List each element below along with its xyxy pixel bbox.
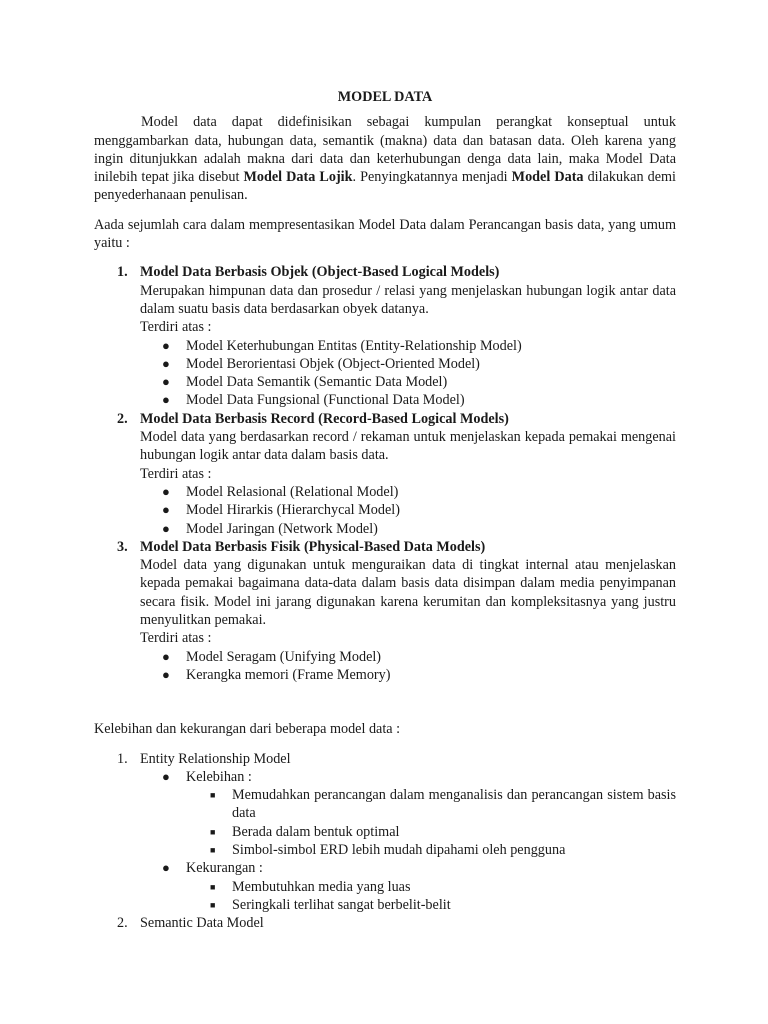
method-paragraph: Aada sejumlah cara dalam mempresentasikan Model Data dalam Perancangan basis data, yang umum yaitu : <box>94 216 676 252</box>
list-item <box>94 648 676 666</box>
bullet-icon: ● <box>162 520 170 536</box>
list-item-text: Simbol-simbol ERD lebih mudah dipahami oleh pengguna <box>232 841 566 858</box>
intro-bold-2: Model Data <box>511 169 584 186</box>
section-number: 1. <box>117 750 128 767</box>
section-record-based <box>94 410 676 538</box>
list-item-text: Seringkali terlihat sangat berbelit-belit <box>232 896 451 913</box>
section-number: 2. <box>117 410 128 427</box>
kekurangan-label: Kekurangan : <box>186 860 263 877</box>
list-item-text: Model Data Fungsional (Functional Data Model) <box>186 392 465 409</box>
intro-bold-1: Model Data Lojik <box>243 169 353 186</box>
list-item <box>94 337 676 355</box>
intro-text-2: . Penyingkatannya menjadi <box>352 169 512 186</box>
terdiri-label: Terdiri atas : <box>140 319 212 336</box>
list-item <box>94 666 676 684</box>
bullet-icon: ● <box>162 355 170 371</box>
list-item-text: Kerangka memori (Frame Memory) <box>186 666 391 683</box>
square-bullet-icon: ■ <box>210 790 216 801</box>
list-item-text: Model Relasional (Relational Model) <box>186 483 399 500</box>
section-description: Merupakan himpunan data dan prosedur / relasi yang menjelaskan hubungan logik antar data dalam suatu basis data berdasarkan obyek datanya. <box>140 282 676 317</box>
bullet-icon: ● <box>162 374 170 390</box>
bullet-icon: ● <box>162 392 170 408</box>
square-bullet-icon: ■ <box>210 881 216 892</box>
bullet-icon: ● <box>162 337 170 353</box>
section-description: Model data yang digunakan untuk menguraikan data di tingkat internal atau menjelaskan kepada pemakai bagaimana data-data dalam basis data disimpan dalam media penyimpanan secara fisik. Model ini jarang digunakan karena kerumitan dan kompleksitasnya yang justru menyulitkan pemakai. <box>140 557 676 629</box>
section-title: Semantic Data Model <box>140 915 264 932</box>
list-item <box>94 786 676 823</box>
document-page <box>94 88 676 932</box>
bullet-icon: ● <box>162 648 170 664</box>
bullet-icon: ● <box>162 483 170 499</box>
list-item <box>94 355 676 373</box>
document-title: MODEL DATA <box>337 89 433 105</box>
list-item <box>94 841 676 859</box>
list-item <box>94 391 676 409</box>
list-item-text: Model Seragam (Unifying Model) <box>186 648 382 665</box>
terdiri-label: Terdiri atas : <box>140 630 212 647</box>
intro-text-3: dilakukan demi penyederhanaan penulisan. <box>94 169 676 204</box>
kelebihan-intro: Kelebihan dan kekurangan dari beberapa model data : <box>94 721 401 738</box>
section-title: Entity Relationship Model <box>140 750 291 767</box>
section-object-based <box>94 263 676 409</box>
list-item-text: Membutuhkan media yang luas <box>232 878 411 895</box>
section-title: Model Data Berbasis Record (Record-Based Logical Models) <box>140 410 509 427</box>
kelebihan-label: Kelebihan : <box>186 768 252 785</box>
intro-text-1: Model data dapat didefinisikan sebagai kumpulan perangkat konseptual untuk menggambarkan data, hubungan data, semantik (makna) data dan batasan data. Oleh karena yang ingin ditunjukkan adalah makna dari data dan keterhubungan denga data lain, maka Model Data inilebih tepat jika disebut <box>94 114 676 186</box>
list-item <box>94 520 676 538</box>
list-item <box>94 878 676 896</box>
section-description: Model data yang berdasarkan record / rekaman untuk menjelaskan kepada pemakai mengenai hubungan logik antar data dalam basis data. <box>140 429 676 464</box>
list-item <box>94 896 676 914</box>
list-item-text: Berada dalam bentuk optimal <box>232 823 400 840</box>
kelebihan-label-item <box>94 768 676 786</box>
list-item-text: Model Keterhubungan Entitas (Entity-Relationship Model) <box>186 337 522 354</box>
list-item-text: Model Hirarkis (Hierarchycal Model) <box>186 502 400 519</box>
section-title: Model Data Berbasis Objek (Object-Based Logical Models) <box>140 264 500 281</box>
square-bullet-icon: ■ <box>210 899 216 910</box>
section-number: 3. <box>117 538 128 555</box>
square-bullet-icon: ■ <box>210 826 216 837</box>
list-item <box>94 823 676 841</box>
intro-paragraph <box>94 113 676 204</box>
section-number: 2. <box>117 915 128 932</box>
bullet-icon: ● <box>162 502 170 518</box>
terdiri-label: Terdiri atas : <box>140 465 212 482</box>
kekurangan-label-item <box>94 859 676 877</box>
list-item <box>94 501 676 519</box>
section-semantic-data-model <box>94 914 676 932</box>
section-title: Model Data Berbasis Fisik (Physical-Based Data Models) <box>140 538 486 555</box>
square-bullet-icon: ■ <box>210 844 216 855</box>
list-item <box>94 483 676 501</box>
list-item-text: Memudahkan perancangan dalam menganalisis dan perancangan sistem basis data <box>232 787 676 822</box>
list-item-text: Model Berorientasi Objek (Object-Oriented Model) <box>186 355 480 372</box>
bullet-icon: ● <box>162 666 170 682</box>
list-item-text: Model Data Semantik (Semantic Data Model) <box>186 374 448 391</box>
section-number: 1. <box>117 264 128 281</box>
list-item <box>94 373 676 391</box>
bullet-icon: ● <box>162 768 170 784</box>
bullet-icon: ● <box>162 860 170 876</box>
section-physical-based <box>94 538 676 684</box>
section-entity-relationship <box>94 750 676 915</box>
list-item-text: Model Jaringan (Network Model) <box>186 520 378 537</box>
